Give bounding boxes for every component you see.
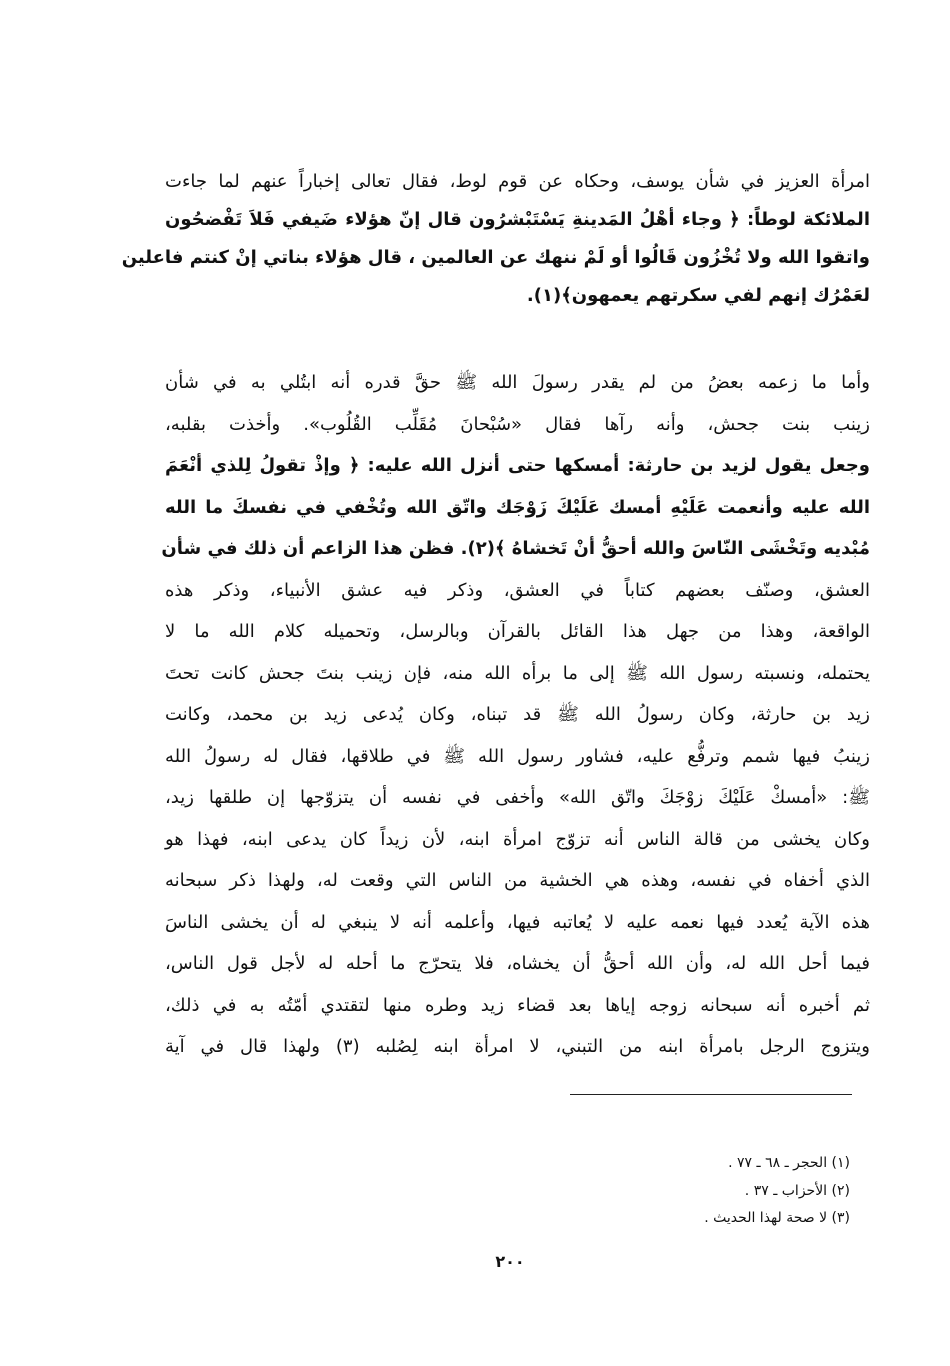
text-line: زينبُ فيها شمم وترفُّع عليه، فشاور رسول الله ﷺ في طلاقها، فقال له رسولُ الله xyxy=(165,745,870,767)
text-line: فيما أحل الله له، وأن الله أحقُّ أن يخشاه، فلا يتحرّج ما أحله له لأجل قول الناس، xyxy=(165,953,870,974)
text-line: وجعل يقول لزيد بن حارثة: أمسكها حتى أنزل الله عليه: ﴿ وإذْ تقولُ لِلذي أنْعَمَ xyxy=(165,455,870,476)
footnote-separator xyxy=(570,1094,852,1095)
text-line: واتقوا الله ولا تُخْزُون قَالُوا أو لَمْ ننهك عن العالمين ، قال هؤلاء بناتي إنْ كنتم فاعلين xyxy=(121,247,870,268)
text-line: وكان يخشى من قالة الناس أنه تزوّج امرأة ابنه، لأن زيداً كان يدعى ابنه، فهذا هو xyxy=(165,828,870,850)
text-line: العشق، وصنّف بعضهم كتاباً في العشق، وذكر فيه عشق الأنبياء، وذكر هذه xyxy=(165,579,870,601)
text-line: ثم أخبره أنه سبحانه زوجه إياها بعد قضاء زيد وطره منها لتقتدي أمّتُه به في ذلك، xyxy=(165,994,870,1016)
footnotes xyxy=(704,1150,850,1233)
text-line: وأما ما زعمه بعضُ من لم يقدر رسولَ الله ﷺ حقَّ قدره أنه ابتُلي به في شأن xyxy=(165,372,870,393)
text-line: الله عليه وأنعمت عَلَيْهِ أمسك عَلَيْكَ زَوْجَك واتّق الله وتُخْفي في نفسكَ ما الله xyxy=(165,496,870,518)
text-line: الواقعة، وهذا من جهل هذا القائل بالقرآن وبالرسل، وتحميله كلام الله ما لا xyxy=(165,621,870,642)
text-line: مُبْديه وتَخْشَى النّاسَ والله أحقُّ أنْ تَخشاهُ ﴾(٢). فظن هذا الزاعم أن ذلك في شأن xyxy=(161,538,870,559)
text-line: يحتمله، ونسبته رسول الله ﷺ إلى ما برأه الله منه، فإن زينب بنتَ جحش كانت تحتَ xyxy=(165,662,870,684)
footnote: (٣) لا صحة لهذا الحديث . xyxy=(704,1210,850,1226)
text-line: هذه الآية يُعدد فيها نعمه عليه لا يُعاتبه فيها، وأعلمه أنه لا ينبغي له أن يخشى الناسَ xyxy=(165,911,870,933)
text-line: ﷺ: «أمسكْ عَلَيْكَ زوْجَكَ واتّق الله» وأخفى في نفسه أن يتزوّجها إن طلقها زيد، xyxy=(165,787,870,808)
body-paragraph xyxy=(161,362,870,1068)
footnote: (٢) الأحزاب ـ ٣٧ . xyxy=(744,1182,850,1199)
text-line: الملائكة لوطاً: ﴿ وجاء أهْلُ المَدينةِ يَسْتَبْشرُون قال إنّ هؤلاء ضَيفي فَلاَ تَفْضحُون xyxy=(165,209,870,230)
footnote: (١) الحجر ـ ٦٨ ـ ٧٧ . xyxy=(728,1155,850,1171)
text-line: ويتزوج الرجل بامرأة ابنه من التبني، لا امرأة ابنه لِصُلبه (٣) ولهذا قال في آية xyxy=(165,1036,870,1057)
text-line: امرأة العزيز في شأن يوسف، وحكاه عن قوم لوط، فقال تعالى إخباراً عنهم لما جاءت xyxy=(165,171,870,192)
text-line: زيد بن حارثة، وكان رسولُ الله ﷺ قد تبناه، وكان يُدعى زيد بن محمد، وكانت xyxy=(165,704,870,725)
top-paragraph xyxy=(121,163,870,315)
text-line: زينب بنت جحش، وأنه رآها فقال «سُبْحانَ مُقَلِّب القُلُوب». وأخذت بقلبه، xyxy=(165,413,870,435)
text-line: لعَمْرُك إنهم لفي سكرتهم يعمهون﴾(١). xyxy=(526,285,870,306)
page-number: ٢٠٠ xyxy=(495,1252,525,1271)
text-line: الذي أخفاه في نفسه، وهذه هي الخشية من الناس التي وقعت له، ولهذا ذكر سبحانه xyxy=(165,870,870,891)
